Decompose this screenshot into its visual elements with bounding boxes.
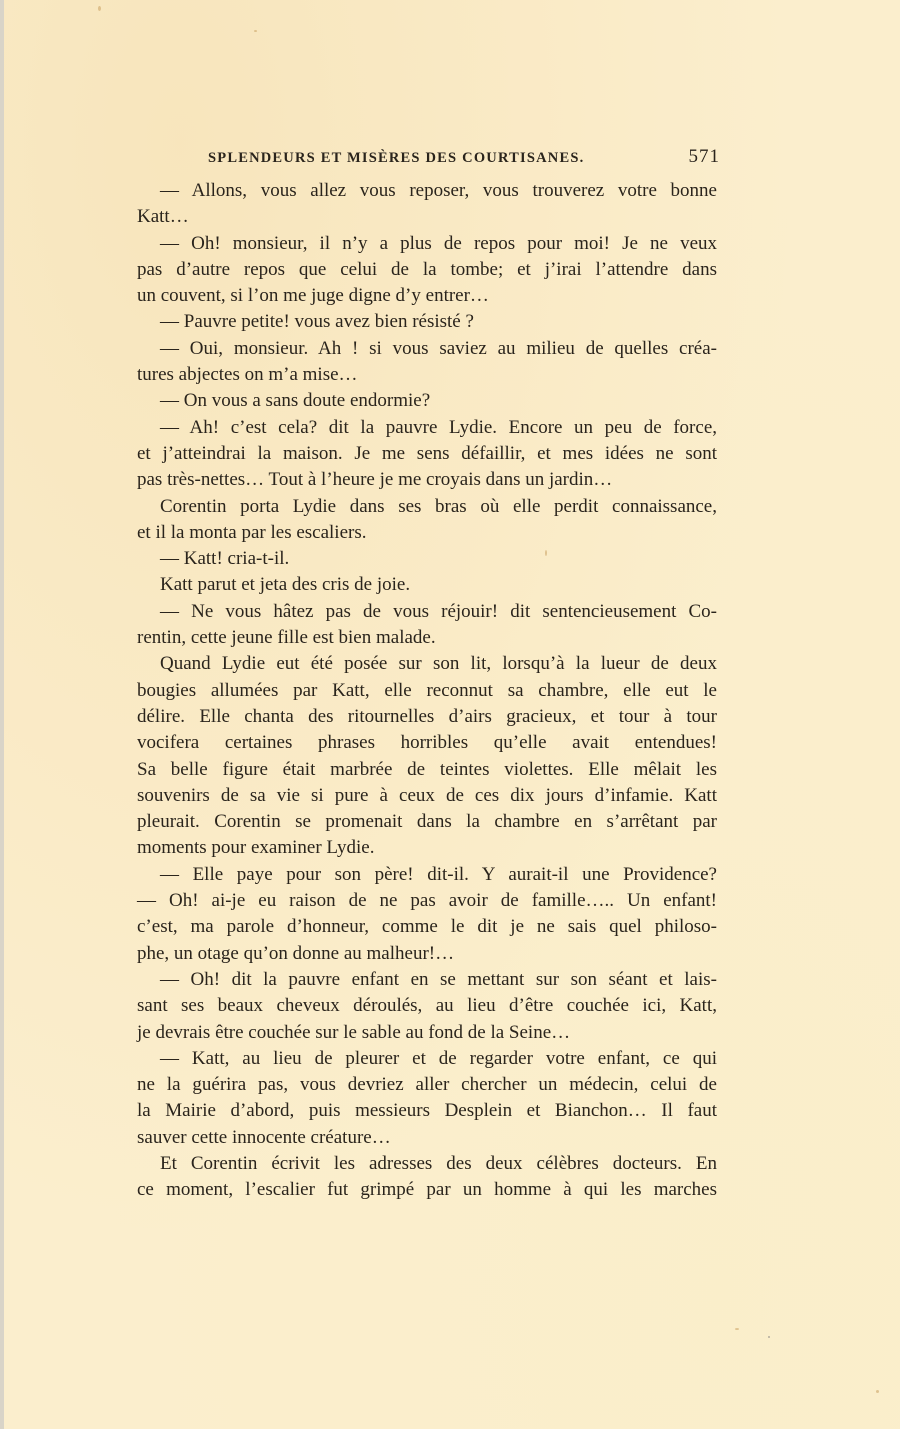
text-line: c’est, ma parole d’honneur, comme le dit je ne sais quel philoso- bbox=[137, 916, 717, 938]
text-line: Quand Lydie eut été posée sur son lit, lorsqu’à la lueur de deux bbox=[160, 653, 717, 675]
running-title: SPLENDEURS ET MISÈRES DES COURTISANES. bbox=[208, 150, 585, 166]
text-line: — Oh! monsieur, il n’y a plus de repos pour moi! Je ne veux bbox=[160, 232, 717, 254]
text-line: — Ah! c’est cela? dit la pauvre Lydie. Encore un peu de force, bbox=[160, 416, 717, 438]
text-line: je devrais être couchée sur le sable au fond de la Seine… bbox=[137, 1021, 571, 1043]
text-line: pleurait. Corentin se promenait dans la chambre en s’arrêtant par bbox=[137, 811, 717, 833]
paper-speck bbox=[876, 1390, 879, 1393]
text-line: sauver cette innocente créature… bbox=[137, 1126, 391, 1148]
text-line: — Elle paye pour son père! dit-il. Y aurait-il une Providence? bbox=[160, 863, 717, 885]
text-line: pas d’autre repos que celui de la tombe; et j’irai l’attendre dans bbox=[137, 258, 717, 280]
text-line: — On vous a sans doute endormie? bbox=[160, 390, 431, 412]
text-line: pas très-nettes… Tout à l’heure je me croyais dans un jardin… bbox=[137, 469, 613, 491]
paper-speck bbox=[98, 6, 101, 11]
text-line: — Oh! ai-je eu raison de ne pas avoir de famille….. Un enfant! bbox=[137, 890, 717, 912]
text-line: Et Corentin écrivit les adresses des deux célèbres docteurs. En bbox=[160, 1152, 717, 1174]
text-line: ce moment, l’escalier fut grimpé par un homme à qui les marches bbox=[137, 1179, 717, 1201]
text-line: bougies allumées par Katt, elle reconnut sa chambre, elle eut le bbox=[137, 679, 717, 701]
text-line: rentin, cette jeune fille est bien malade. bbox=[137, 627, 436, 649]
text-line: — Katt! cria-t-il. bbox=[160, 548, 290, 570]
text-line: phe, un otage qu’on donne au malheur!… bbox=[137, 942, 455, 964]
text-line: — Pauvre petite! vous avez bien résisté ? bbox=[160, 311, 474, 333]
text-line: — Katt, au lieu de pleurer et de regarder votre enfant, ce qui bbox=[160, 1047, 717, 1069]
text-line: — Oui, monsieur. Ah ! si vous saviez au milieu de quelles créa- bbox=[160, 337, 717, 359]
text-line: Katt… bbox=[137, 206, 189, 228]
body-text bbox=[137, 178, 717, 1204]
text-line: délire. Elle chanta des ritournelles d’airs gracieux, et tour à tour bbox=[137, 705, 717, 727]
text-line: tures abjectes on m’a mise… bbox=[137, 364, 358, 386]
paper-speck bbox=[545, 550, 547, 556]
text-line: vocifera certaines phrases horribles qu’elle avait entendues! bbox=[137, 732, 717, 754]
text-line: Sa belle figure était marbrée de teintes violettes. Elle mêlait les bbox=[137, 758, 717, 780]
text-line: et j’atteindrai la maison. Je me sens défaillir, et mes idées ne sont bbox=[137, 442, 717, 464]
text-line: ne la guérira pas, vous devriez aller chercher un médecin, celui de bbox=[137, 1074, 717, 1096]
paper-speck bbox=[735, 1328, 739, 1330]
paper-speck bbox=[768, 1336, 770, 1338]
text-line: Katt parut et jeta des cris de joie. bbox=[160, 574, 411, 596]
page-edge bbox=[0, 0, 4, 1429]
paper-speck bbox=[254, 30, 257, 32]
text-line: — Ne vous hâtez pas de vous réjouir! dit sentencieusement Co- bbox=[160, 600, 717, 622]
text-line: — Oh! dit la pauvre enfant en se mettant sur son séant et lais- bbox=[160, 968, 717, 990]
text-line: la Mairie d’abord, puis messieurs Desplein et Bianchon… Il faut bbox=[137, 1100, 717, 1122]
page-number: 571 bbox=[688, 146, 720, 167]
text-line: sant ses beaux cheveux déroulés, au lieu d’être couchée ici, Katt, bbox=[137, 995, 717, 1017]
text-line: moments pour examiner Lydie. bbox=[137, 837, 375, 859]
text-line: un couvent, si l’on me juge digne d’y entrer… bbox=[137, 285, 489, 307]
text-line: et il la monta par les escaliers. bbox=[137, 521, 367, 543]
text-line: souvenirs de sa vie si pure à ceux de ces dix jours d’infamie. Katt bbox=[137, 784, 717, 806]
text-line: — Allons, vous allez vous reposer, vous trouverez votre bonne bbox=[160, 180, 717, 201]
text-line: Corentin porta Lydie dans ses bras où elle perdit connaissance, bbox=[160, 495, 717, 517]
page-header bbox=[208, 146, 720, 168]
